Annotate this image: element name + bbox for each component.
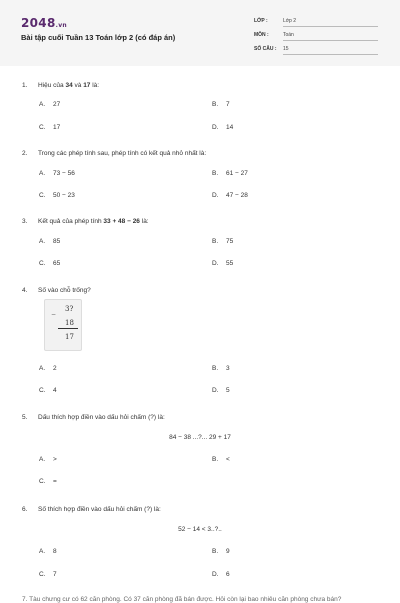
q4-option-b[interactable]: B. 3 (212, 365, 230, 372)
class-label: LỚP : (254, 18, 268, 24)
q1-option-c[interactable]: C. 17 (39, 124, 61, 131)
subtraction-box (44, 299, 82, 351)
question-1: 1. Hiệu của 34 và 17 là: (22, 82, 100, 89)
subject-value: Toán (283, 32, 378, 41)
q6-option-c[interactable]: C. 7 (39, 571, 57, 578)
q2-option-c[interactable]: C. 50 − 23 (39, 192, 75, 199)
q3-option-d[interactable]: D. 55 (212, 260, 234, 267)
q1-option-a[interactable]: A. 27 (39, 101, 61, 108)
site-logo[interactable]: 2048.vn (21, 16, 67, 30)
result-line (58, 328, 78, 329)
question-5: 5. Dấu thích hợp điền vào dấu hỏi chấm (?) là: (22, 414, 165, 421)
q5-option-b[interactable]: B. < (212, 456, 230, 463)
question-count-value: 15 (283, 46, 378, 55)
question-6: 6. Số thích hợp điền vào dấu hỏi chấm (?) là: (22, 506, 161, 513)
q4-option-d[interactable]: D. 5 (212, 387, 230, 394)
minuend: 3? (65, 305, 74, 313)
q5-option-c[interactable]: C. = (39, 478, 57, 485)
question-count-label: SỐ CÂU : (254, 46, 277, 52)
q1-option-b[interactable]: B. 7 (212, 101, 230, 108)
q5-expression: 84 − 38 ...?... 29 + 17 (169, 434, 231, 441)
question-3: 3. Kết quả của phép tính 33 + 48 − 26 là: (22, 218, 149, 225)
q6-option-a[interactable]: A. 8 (39, 548, 57, 555)
document-title: Bài tập cuối Tuần 13 Toán lớp 2 (có đáp án) (21, 33, 176, 42)
q3-option-c[interactable]: C. 65 (39, 260, 61, 267)
q6-option-b[interactable]: B. 9 (212, 548, 230, 555)
subtrahend: 18 (65, 319, 74, 327)
q2-option-b[interactable]: B. 61 − 27 (212, 170, 248, 177)
q4-option-a[interactable]: A. 2 (39, 365, 57, 372)
class-value: Lớp 2 (283, 18, 378, 27)
q1-option-d[interactable]: D. 14 (212, 124, 234, 131)
q3-option-a[interactable]: A. 85 (39, 238, 61, 245)
question-2: 2. Trong các phép tính sau, phép tính có kết quả nhỏ nhất là: (22, 150, 207, 157)
q2-option-d[interactable]: D. 47 − 28 (212, 192, 248, 199)
minus-sign: − (51, 311, 57, 318)
difference: 17 (65, 333, 74, 341)
q6-option-d[interactable]: D. 6 (212, 571, 230, 578)
q2-option-a[interactable]: A. 73 − 56 (39, 170, 75, 177)
q3-option-b[interactable]: B. 75 (212, 238, 234, 245)
subject-label: MÔN : (254, 32, 269, 38)
q5-option-a[interactable]: A. > (39, 456, 57, 463)
q4-option-c[interactable]: C. 4 (39, 387, 57, 394)
worksheet-header (0, 0, 400, 66)
question-7-cutoff: 7. Tàu chưng cư có 62 căn phòng. Có 37 căn phòng đã bán được. Hỏi còn lại bao nhiêu căn phòng chưa bán? (22, 596, 342, 603)
q6-expression: 52 − 14 < 3..?.. (178, 526, 222, 533)
question-4: 4. Số vào chỗ trống? (22, 287, 91, 294)
